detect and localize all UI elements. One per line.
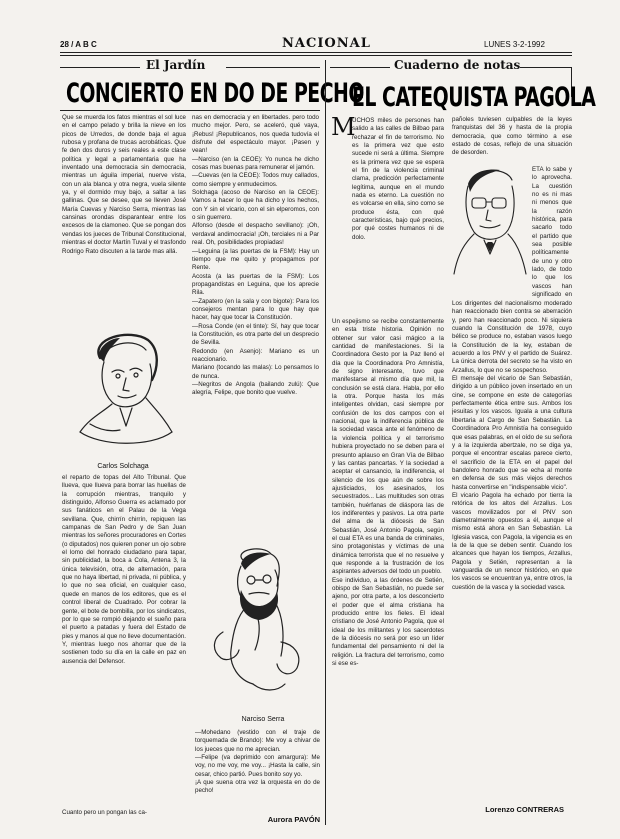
- right-kicker: Cuaderno de notas: [394, 58, 521, 72]
- issue-date: LUNES 3-2-1992: [484, 40, 545, 49]
- left-kicker: El Jardín: [146, 58, 206, 72]
- right-kicker-rule-right: [520, 67, 572, 68]
- right-col3-lead: UCHOS miles de persones han salido a las calles de Bilbao para rechazar el fin de terrorismo. No es la primera vez que esto sucede ni será a última. Siempre es la primera vez que se espera el fin de la violencia criminal clama, predicción perfectamente legítima, aunque en el mundo nada es eterno. La cuestión no es volcarse en ella, sino como se produce ésta, con qué características, bajo qué precios, por qué costes humanos ni de dolo.: [352, 117, 444, 241]
- section-title: NACIONAL: [282, 36, 371, 51]
- right-col3-text: Un espejismo se recibe constantemente en esta triste historia. Opinión no obtener sur valor casi mágico a la cantidad de manifestaciones. Si la Coordinadora Gesto por la Paz llenó el día que la Coordinadora Pro Amnistía, de signo interesante, tuvo que manifestarse al mismo día que mil, la conclusión se está clara. Habla, por ello la otra. Porque hasta los más inteligentes olvidan, casi siempre por confusión de los dos campos con el nacional, que la indiferencia pública de la sociedad vasca ante el fenómeno de la violencia política y el terrorismo hubiera proyectado no se deben para el presunto aplauso en Gran Vía de Bilbao y las cantas pancartas. Y la sociedad a aceptar el cansancio, la indiferencia, el silencio de los que aún de sobre los ajusticiados, los asesinados, los secuestrados... Las multitudes son otras también, huérfanas de diáspora las de los indiferentes y pasivos. La otra parte del alma de la diócesis de San Sebastián, José Antonio Pagola, según el cual ETA es una banda de criminales, sino protagonistas y víctimas de una dinámica terrorista que el no resuelve y que responde a la frustración de los aspirantes adversos del todo un pueblo. Ese individuo, a las órdenes de Setién, obispo de San Sebastián, no puede ser ajeno, por otra parte, a los desconcierto el poder que el alma cristiana ha producido entre los fieles. El ideal cristiano de José Antonio Pagola, que el ideal de los militantes y los sacerdotes de la diócesis no será por eso un líder fundamental del pensamiento ni del la religión. La fractura del terrorismo, como si ese es-: [332, 318, 444, 668]
- header-rule-thin: [60, 55, 572, 56]
- caption-serra: Narciso Serra: [241, 716, 285, 723]
- right-signature: Lorenzo CONTRERAS: [485, 805, 564, 814]
- left-col2b-text: —Mohedano (vestido con el traje de torquemada de Brando): Me voy a chivar de los jueces que no me aprecian. —Felipe (va deprimido con amargura): Me voy, no me voy, me voy... ¡Hasta la calle, sin cesar, chico partió. Pues bonito soy yo. ¡A que suena otra vez la orquesta en do de pecho!: [195, 729, 320, 795]
- left-kicker-rule-right: [226, 67, 320, 68]
- right-col4-text: Los dirigentes del nacionalismo moderado han reaccionado bien contra se aberración y, pero han reaccionado poco. Ni siquiera cuando la Constitución de 1978, cuyo bélico se produce no, estaban vasos luego la Constitución de la ley, estaban de acuerdo a los PNV y el partido de Suárez. La única derrota del secreto se ha visto en Arzallus, lo que no se sospechoso. El mensaje del vicario de San Sebastián, dirigido a un público joven insertado en un cine, se compone en este de categorías perfectamente ética entre sus. Ambos los jesuitas y los vascos. Iguala a una cultura libertaria al Cargo de San Sebastián. La Coordinadora Pro Amnistía ha conseguido que esas palabras, en el oído de su señora y a la izquierda abertzale, no se diga ya, porque el encontrar escalas parece cierto, el sacrificio de la ETA en el papel del bandolero honrado que se echa al monte en defensa de sus más viejos derechos hasta convertirse en "indispensable vicio". El vicario Pagola ha echado por tierra la retórica de los altos del Arzallus. Los vascos movilizados por el PNV son diametralmente opuestos a él, aunque el mismo está ahora en San Sebastián. La Iglesia vasca, con Pagola, la vigencia es en la de la que se deben sentir. Cuando los alcances que hayan los tiempos, Arzallus, Pagola y Setién, representan a la vanguardia de un rencor histórico, en que los vascos se encuentran ya, entre otros, la cuestión de la vasca y la sociedad vasca.: [452, 300, 572, 591]
- caricature-pagola: [450, 162, 530, 280]
- right-kicker-rule-left: [330, 67, 390, 68]
- left-headline: CONCIERTO EN DO DE PECHO: [66, 78, 364, 108]
- header-rule: [60, 52, 572, 53]
- left-headline-underline: [60, 110, 320, 111]
- caricature-serra: [193, 546, 319, 706]
- left-col1b-text: el reparto de topas del Alto Tribunal. Que llueva, que llueva para borrar las huellas de la corrupción mientras, tranquilo y distinguido, Alfonso Guerra es aclamado por sus fanáticos en el Palau de la Vega sevillana. Que, chirrín chirrín, repiquen las campanas de San Pedro y de San Juan mientras los señores procuradores en Cortes (o diputados) nos quieren poner un ojo sobre el lomo del honrado ciudadano para tapar, sin publicidad, la boca a Cola, Antena 3, la única televisión, otra, de alternación, para que no haya libertad, ni privada, ni pública, y lo que no sea oficial, en cualquier caso, quede en manos de los editores, que es el control liberal de Cuadrado. Por cobrar la gente, el bote de bombilla, por los sindicatos, por lo que se rompió dejando el sueño para el puerto a patadas y fuera del Estado de pies y manos al que no lleve documentación. Y, mientras luego nos ahorrar que de la sostienen todo su día en la calle en paz en ausencia del Defensor.: [62, 474, 186, 665]
- right-headline: EL CATEQUISTA PAGOLA: [352, 82, 596, 112]
- left-col1c-text: Cuanto pero un pongan las ca-: [62, 809, 147, 816]
- caption-solchaga: Carlos Solchaga: [97, 463, 149, 470]
- right-col4-mid: ETA lo sabe y lo aprovecha. La cuestión no es ni mas ni menos que la razón histórica, para sacarlo todo el partido que sea posible políticamente de uno y otro lado, de todo lo que los vascos han significado en: [532, 166, 572, 298]
- left-col2-text: nas en democracia y en libertades. pero todo mucho mejor. Pero, se aceleró, qué vaya, ¡Rebus! ¡Republicanos, nos queda tudovía el disfrute del espectáculo mayor. ¡Pasen y vean! —Narciso (en la CEOE): Yo nunca he dicho cosas mas buenas para remunerar el jamón. —Cuevas (en la CEOE): Todos muy callados, como siempre y enmudecimos. Solchaga (acoso de Narciso en la CEOE): Vamos a hacer lo que ha dicho y los hechos, con Y sin el vicario, con el sin elperomos, con o sin guerrero. Alfonso (desde el despacho sevillano): ¡Oh, verdaval andimocracia! ¡Oh, terciales ni a Par real. Oh, posibilidades propiadas! —Leguina (a las puertas de la FSM): Hay un tiempo que me quito y propagamos por Rente. Acosta (a las puertas de la FSM): Los propagandistas en Leguina, que los aprecie Rila. —Zapatero (en la sala y con bigote): Para los consejeros mentan para lo que hay que hacer, hay que tocar la Constitución. —Rosa Conde (en el tinte): Sí, hay que tocar la Constitución, es otra parte del un desprecio de Sevilla. Redondo (en Asenjo): Mariano es un reaccionario. Mariano (tocando las malas): Lo pensamos lo de nunca. —Negritos de Angola (bailando zulú): Que alegría, Felipe, que bonito que vuelve.: [192, 114, 319, 397]
- left-signature: Aurora PAVÓN: [267, 815, 320, 824]
- page-number: 28 / A B C: [60, 40, 97, 49]
- article-divider: [325, 60, 326, 825]
- caricature-solchaga: [60, 328, 186, 458]
- drop-cap: M: [331, 113, 356, 141]
- right-col4-top: pañoles tuviesen culpables de la leyes franquistas del 36 y hasta de la propia democracia, que como término a ese estado de cosas, reflejo de una situación de desorden.: [452, 116, 572, 157]
- left-col1-text: Que se muerda los fatos mientras el sol luce en el campo pelado y brilla la nieve en los picos de Urredos, de donde baja el agua rubosa y profana de trucas acrobáticas. Que fe den dos duros y seis reales a este clase política y legal a parlamentaria que ha inventado una democracia sin democracia, mientras un águila imperial, nuerve vista, con un ala blanca y otra negra, vuela silente ya, y el dormido muy bajo, a saltar a las gallinas. Que se desee, que se lleven José María Cuevas y Narciso Serra, mientras las cansinas orondas disparantear entre los excesos de la clamoneo. Que se pongan dos vendas los jueces de Tribunal Constitucional, mientras el doctor Martín Tuval y el trasfondo Rodrigo Rato discuten a la tarde mas allá.: [62, 114, 186, 255]
- left-kicker-rule-left: [60, 67, 140, 68]
